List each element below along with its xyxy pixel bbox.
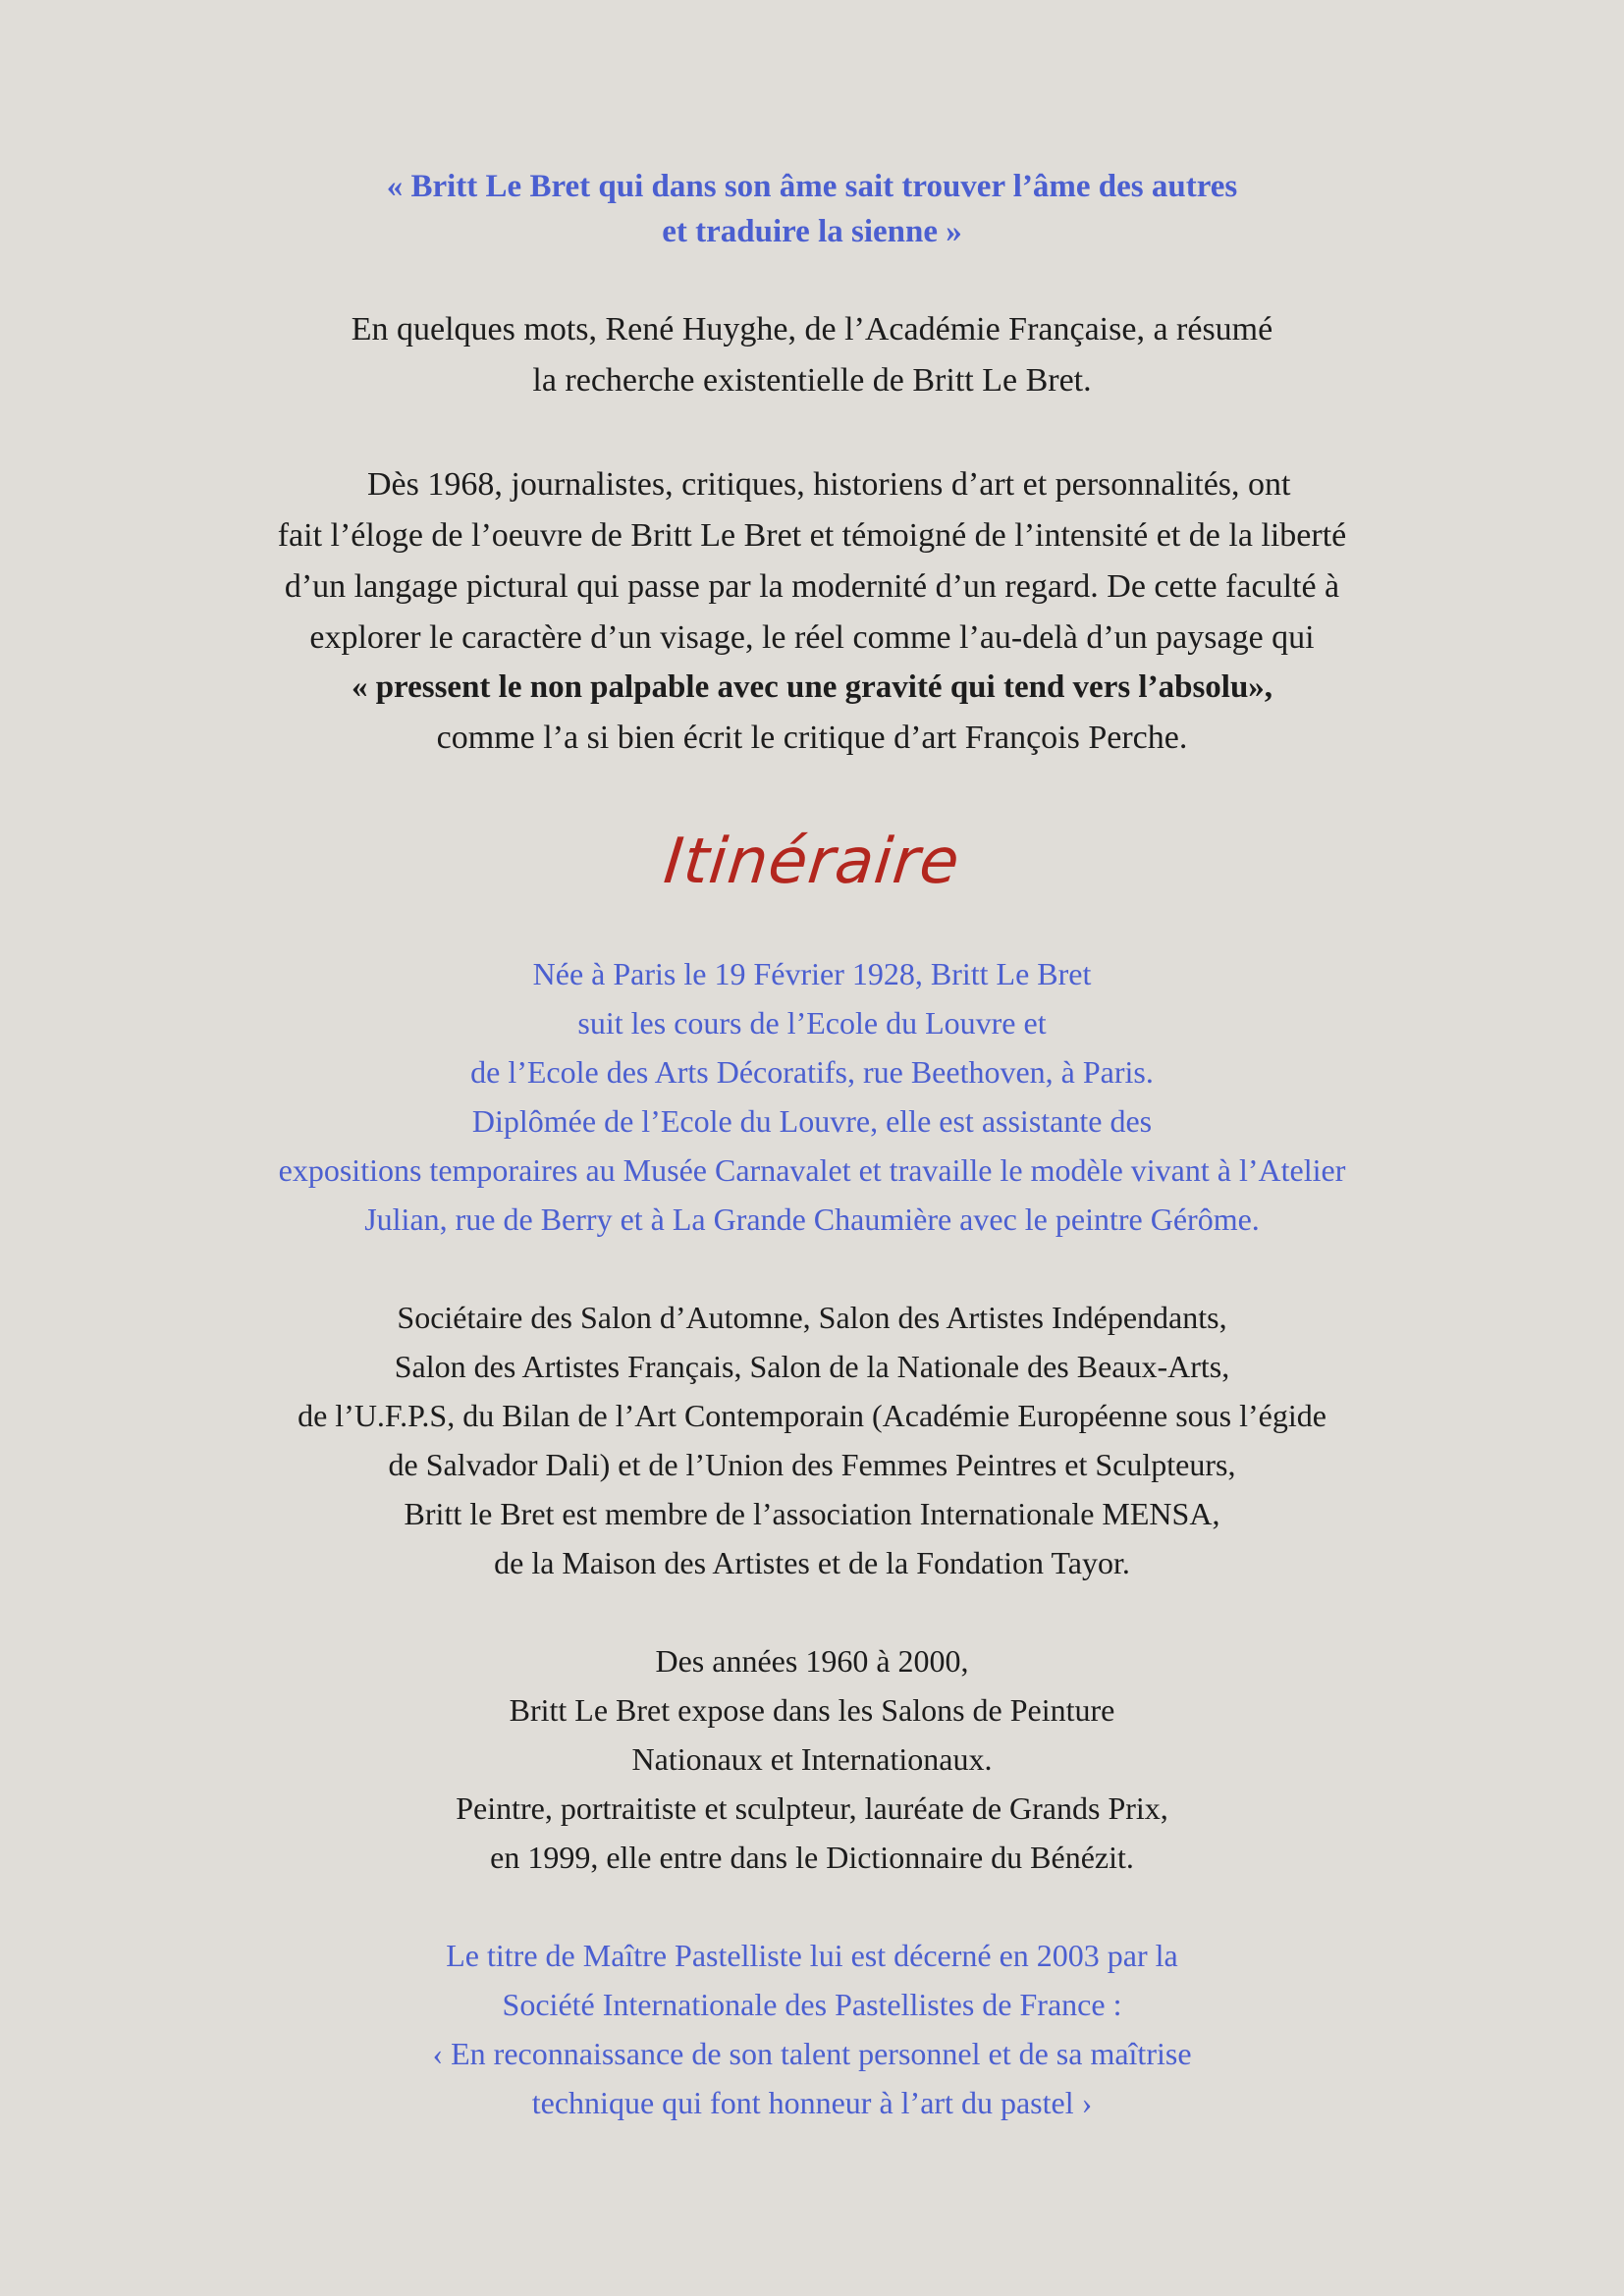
exhibitions-line-1: Des années 1960 à 2000, [655,1643,969,1679]
pastel-line-1: Le titre de Maître Pastelliste lui est décerné en 2003 par la [446,1938,1178,1973]
birth-line-3: de l’Ecole des Arts Décoratifs, rue Beethoven, à Paris. [470,1054,1154,1090]
critics-line-1: Dès 1968, journalistes, critiques, historiens d’art et personnalités, ont [367,466,1291,503]
societies-line-1: Sociétaire des Salon d’Automne, Salon des Artistes Indépendants, [397,1300,1227,1335]
exhibitions-line-4: Peintre, portraitiste et sculpteur, lauréate de Grands Prix, [456,1790,1168,1826]
critics-line-3: d’un langage pictural qui passe par la modernité d’un regard. De cette faculté à [284,568,1340,605]
critics-line-6: comme l’a si bien écrit le critique d’art François Perche. [436,720,1188,756]
societies-line-6: de la Maison des Artistes et de la Fondation Tayor. [494,1545,1130,1580]
birth-line-2: suit les cours de l’Ecole du Louvre et [577,1005,1047,1041]
pastel-line-2: Société Internationale des Pastellistes de France : [502,1987,1122,2022]
birth-line-4: Diplômée de l’Ecole du Louvre, elle est assistante des [471,1103,1153,1139]
section-heading-itineraire: Itinéraire [660,826,964,898]
societies-line-3: de l’U.F.P.S, du Bilan de l’Art Contemporain (Académie Européenne sous l’égide [298,1398,1326,1433]
critics-line-5-quote: « pressent le non palpable avec une gravité qui tend vers l’absolu», [351,669,1273,705]
societies-line-4: de Salvador Dali) et de l’Union des Femmes Peintres et Sculpteurs, [388,1447,1236,1482]
societies-line-5: Britt le Bret est membre de l’association Internationale MENSA, [404,1496,1220,1531]
birth-line-5: expositions temporaires au Musée Carnavalet et travaille le modèle vivant à l’Atelier [278,1152,1346,1188]
exhibitions-line-2: Britt Le Bret expose dans les Salons de Peinture [509,1692,1115,1728]
birth-line-6: Julian, rue de Berry et à La Grande Chaumière avec le peintre Gérôme. [364,1201,1260,1237]
exhibitions-line-3: Nationaux et Internationaux. [631,1741,993,1777]
huyghe-line-2: la recherche existentielle de Britt Le Bret. [532,362,1092,399]
birth-line-1: Née à Paris le 19 Février 1928, Britt Le Bret [532,956,1092,991]
huyghe-line-1: En quelques mots, René Huyghe, de l’Académie Française, a résumé [351,311,1273,347]
exhibitions-line-5: en 1999, elle entre dans le Dictionnaire du Bénézit. [490,1840,1134,1875]
pastel-line-4: technique qui font honneur à l’art du pastel › [531,2085,1093,2120]
critics-line-2: fait l’éloge de l’oeuvre de Britt Le Bret et témoigné de l’intensité et de la liberté [277,517,1347,554]
opening-quote-line-2: et traduire la sienne » [662,214,962,249]
critics-line-4: explorer le caractère d’un visage, le réel comme l’au-delà d’un paysage qui [309,619,1315,656]
pastel-line-3: ‹ En reconnaissance de son talent personnel et de sa maîtrise [432,2036,1192,2071]
opening-quote-line-1: « Britt Le Bret qui dans son âme sait trouver l’âme des autres [386,169,1238,204]
societies-line-2: Salon des Artistes Français, Salon de la Nationale des Beaux-Arts, [394,1349,1230,1384]
